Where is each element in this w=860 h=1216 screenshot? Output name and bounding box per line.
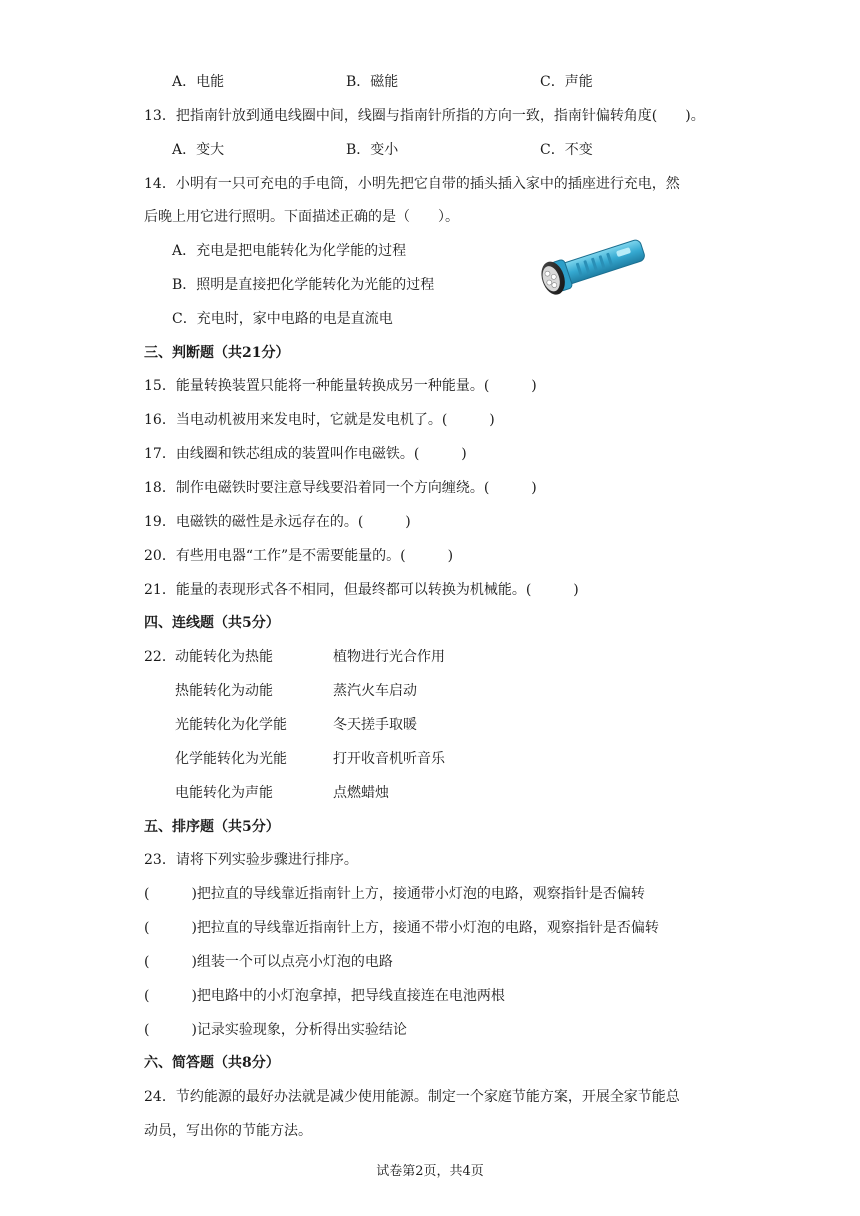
q13-option-b: B．变小 [346, 142, 399, 158]
sort-step-2: ( )把拉直的导线靠近指南针上方，接通不带小灯泡的电路，观察指针是否偏转 [144, 920, 659, 936]
page-footer: 试卷第2页，共4页 [376, 1164, 484, 1179]
section-4-title: 四、连线题（共5分） [144, 615, 280, 631]
sort-step-3: ( )组装一个可以点亮小灯泡的电路 [144, 954, 393, 970]
match-right-5: 点燃蜡烛 [333, 785, 389, 801]
q14-stem-line1: 14．小明有一只可充电的手电筒，小明先把它自带的插头插入家中的插座进行充电，然 [144, 176, 680, 192]
match-left-2: 热能转化为动能 [175, 683, 273, 699]
q15: 15．能量转换装置只能将一种能量转换成另一种能量。( ) [144, 378, 537, 394]
q14-stem-line2: 后晚上用它进行照明。下面描述正确的是（ ）。 [144, 209, 459, 225]
match-right-2: 蒸汽火车启动 [333, 683, 417, 699]
q24-stem-line2: 动员，写出你的节能方法。 [144, 1123, 312, 1139]
match-right-1: 植物进行光合作用 [333, 649, 445, 665]
sort-step-4: ( )把电路中的小灯泡拿掉，把导线直接连在电池两根 [144, 988, 505, 1004]
q23-stem: 23．请将下列实验步骤进行排序。 [144, 852, 358, 868]
q13-option-a: A．变大 [172, 142, 225, 158]
section-6-title: 六、简答题（共8分） [144, 1055, 280, 1071]
q21: 21．能量的表现形式各不相同，但最终都可以转换为机械能。( ) [144, 582, 579, 598]
q14-option-b: B．照明是直接把化学能转化为光能的过程 [172, 277, 435, 293]
q14-option-a: A．充电是把电能转化为化学能的过程 [172, 243, 407, 259]
q14-option-c: C．充电时，家中电路的电是直流电 [172, 311, 393, 327]
section-3-title: 三、判断题（共21分） [144, 345, 290, 361]
match-right-3: 冬天搓手取暖 [333, 717, 417, 733]
q12-option-b: B．磁能 [346, 74, 399, 90]
q16: 16．当电动机被用来发电时，它就是发电机了。( ) [144, 412, 495, 428]
sort-step-1: ( )把拉直的导线靠近指南针上方，接通带小灯泡的电路，观察指针是否偏转 [144, 886, 645, 902]
q12-option-c: C．声能 [540, 74, 593, 90]
match-left-1: 动能转化为热能 [175, 649, 273, 665]
section-5-title: 五、排序题（共5分） [144, 819, 280, 835]
q18: 18．制作电磁铁时要注意导线要沿着同一个方向缠绕。( ) [144, 480, 537, 496]
flashlight-image [538, 228, 650, 300]
q17: 17．由线圈和铁芯组成的装置叫作电磁铁。( ) [144, 446, 467, 462]
q20: 20．有些用电器“工作”是不需要能量的。( ) [144, 548, 454, 564]
match-left-5: 电能转化为声能 [175, 785, 273, 801]
q19: 19．电磁铁的磁性是永远存在的。( ) [144, 514, 411, 530]
match-left-4: 化学能转化为光能 [175, 751, 287, 767]
q22-number: 22． [144, 649, 176, 665]
q13-option-c: C．不变 [540, 142, 593, 158]
q24-stem-line1: 24．节约能源的最好办法就是减少使用能源。制定一个家庭节能方案，开展全家节能总 [144, 1089, 680, 1105]
match-left-3: 光能转化为化学能 [175, 717, 287, 733]
q12-option-a: A．电能 [172, 74, 225, 90]
match-right-4: 打开收音机听音乐 [333, 751, 445, 767]
q13-stem: 13．把指南针放到通电线圈中间，线圈与指南针所指的方向一致，指南针偏转角度( )。 [144, 108, 705, 124]
sort-step-5: ( )记录实验现象，分析得出实验结论 [144, 1022, 407, 1038]
